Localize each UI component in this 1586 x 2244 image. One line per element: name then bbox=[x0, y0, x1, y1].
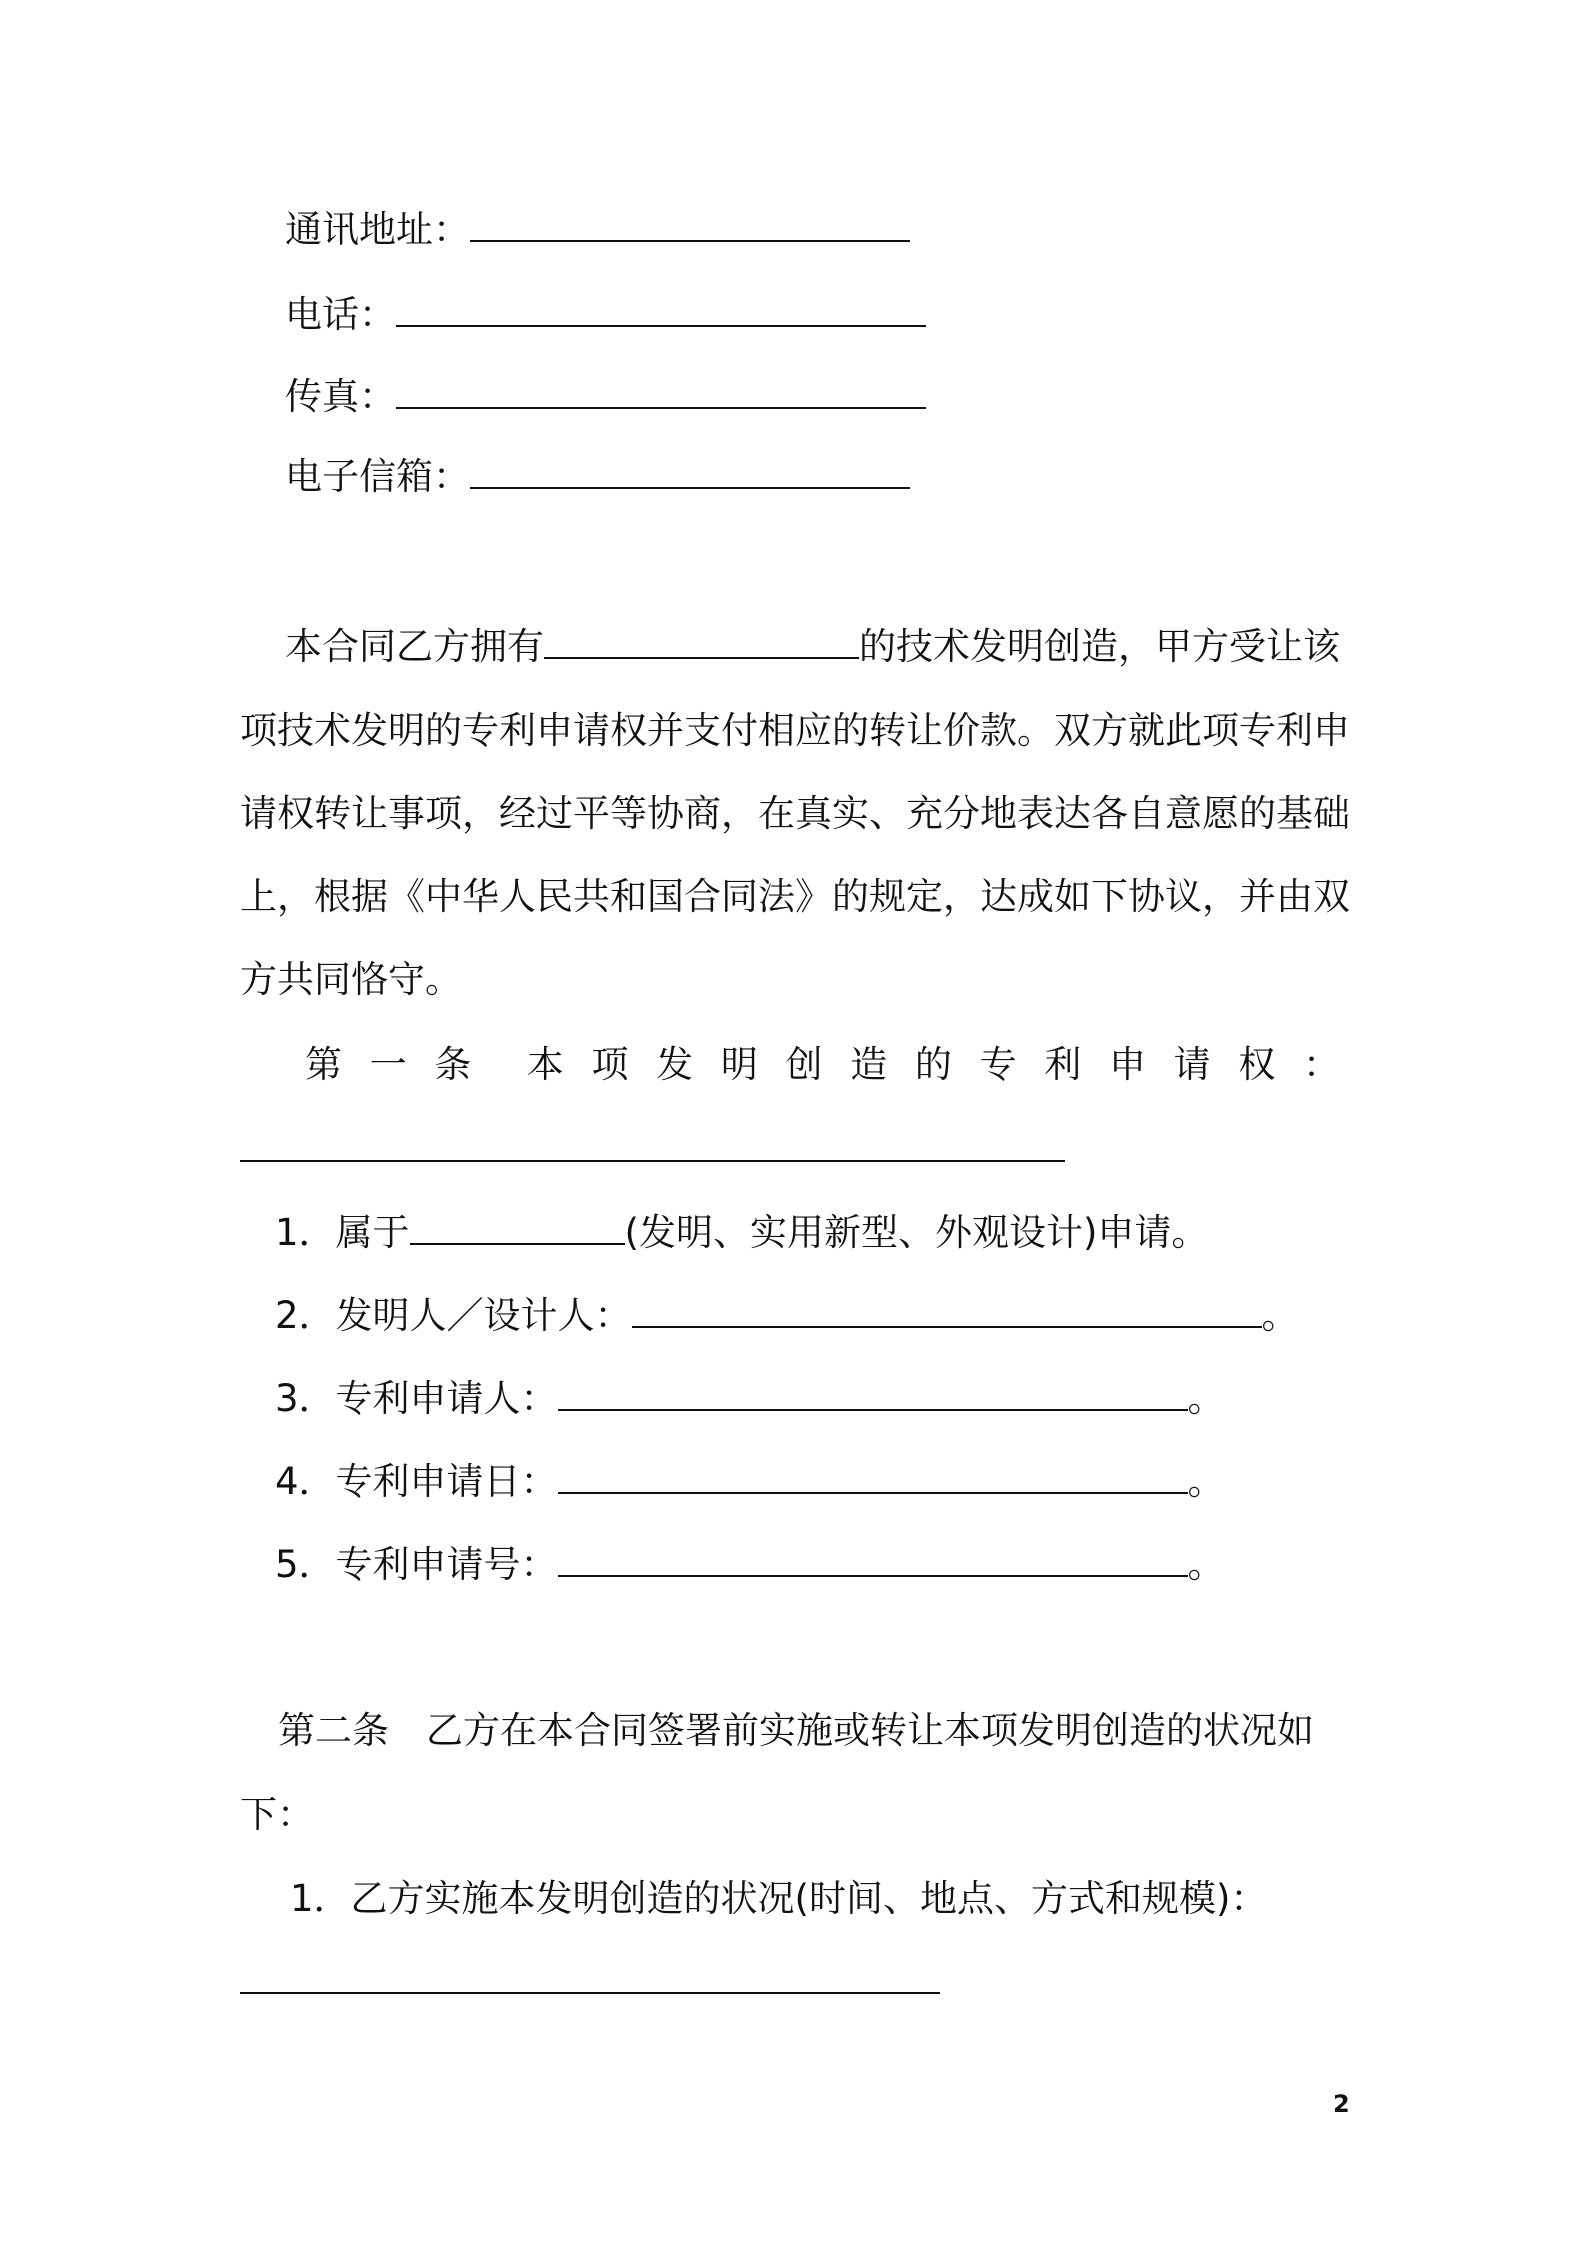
item-number: 2． bbox=[275, 1294, 336, 1337]
phone-line bbox=[285, 290, 926, 340]
item-number: 3． bbox=[275, 1377, 336, 1420]
item-label: 属于 bbox=[335, 1211, 410, 1254]
application-date-field[interactable] bbox=[558, 1458, 1188, 1494]
intro-line-1 bbox=[285, 622, 1340, 672]
intro-line-4: 上，根据《中华人民共和国合同法》的规定，达成如下协议，并由双 bbox=[240, 875, 1350, 918]
implementation-status-field[interactable] bbox=[240, 1958, 940, 1994]
heading-char: 利 bbox=[1044, 1043, 1082, 1086]
address-label: 通讯地址： bbox=[285, 208, 470, 251]
heading-char: 条 bbox=[434, 1043, 472, 1086]
phone-field[interactable] bbox=[396, 291, 926, 327]
address-line bbox=[285, 205, 910, 255]
heading-char: ： bbox=[1303, 1043, 1340, 1086]
heading-char: 专 bbox=[979, 1043, 1017, 1086]
fax-label: 传真： bbox=[285, 375, 396, 418]
patent-right-field[interactable] bbox=[240, 1126, 1065, 1162]
item-suffix: 。 bbox=[1187, 1377, 1225, 1420]
email-line bbox=[285, 452, 910, 502]
item-suffix: 。 bbox=[1187, 1543, 1225, 1586]
email-label: 电子信箱： bbox=[285, 455, 470, 498]
item-label: 专利申请日： bbox=[335, 1460, 558, 1503]
fax-field[interactable] bbox=[396, 373, 926, 409]
article1-item-1 bbox=[275, 1208, 1208, 1258]
heading-char: 创 bbox=[785, 1043, 823, 1086]
heading-char: 的 bbox=[914, 1043, 952, 1086]
article1-item-4 bbox=[275, 1457, 1225, 1507]
article1-item-5 bbox=[275, 1540, 1225, 1590]
article2-item-1: 1．乙方实施本发明创造的状况(时间、地点、方式和规模)： bbox=[290, 1877, 1268, 1920]
intro-text-b: 的技术发明创造，甲方受让该 bbox=[859, 625, 1340, 668]
heading-char: 一 bbox=[369, 1043, 407, 1086]
heading-char: 权 bbox=[1238, 1043, 1276, 1086]
patent-type-field[interactable] bbox=[410, 1209, 625, 1245]
heading-char: 项 bbox=[591, 1043, 629, 1086]
article1-item-2 bbox=[275, 1291, 1299, 1341]
article2-line-2: 下： bbox=[240, 1793, 314, 1836]
inventor-field[interactable] bbox=[632, 1292, 1262, 1328]
article1-item-3 bbox=[275, 1374, 1225, 1424]
heading-char: 请 bbox=[1173, 1043, 1211, 1086]
heading-char: 第 bbox=[305, 1043, 342, 1086]
item-suffix: 。 bbox=[1261, 1294, 1299, 1337]
heading-char: 发 bbox=[656, 1043, 694, 1086]
item-number: 1． bbox=[275, 1211, 336, 1254]
address-field[interactable] bbox=[470, 206, 910, 242]
heading-char: 造 bbox=[850, 1043, 888, 1086]
heading-char: 明 bbox=[720, 1043, 758, 1086]
intro-text-a: 本合同乙方拥有 bbox=[285, 625, 544, 668]
heading-char: 申 bbox=[1108, 1043, 1146, 1086]
item-label: 专利申请人： bbox=[335, 1377, 558, 1420]
invention-name-field[interactable] bbox=[544, 623, 859, 659]
intro-line-3: 请权转让事项，经过平等协商，在真实、充分地表达各自意愿的基础 bbox=[240, 792, 1350, 835]
item-suffix: (发明、实用新型、外观设计)申请。 bbox=[624, 1211, 1209, 1254]
article2-line-1: 第二条 乙方在本合同签署前实施或转让本项发明创造的状况如 bbox=[278, 1709, 1314, 1752]
intro-line-2: 项技术发明的专利申请权并支付相应的转让价款。双方就此项专利申 bbox=[240, 709, 1350, 752]
article1-heading bbox=[305, 1040, 1340, 1090]
item-label: 发明人／设计人： bbox=[335, 1294, 632, 1337]
intro-line-5: 方共同恪守。 bbox=[240, 958, 462, 1001]
item-label: 专利申请号： bbox=[335, 1543, 558, 1586]
item-suffix: 。 bbox=[1187, 1460, 1225, 1503]
item-number: 4． bbox=[275, 1460, 336, 1503]
article2-item1-answer-line bbox=[240, 1957, 940, 2007]
page-number: 2 bbox=[1333, 2090, 1350, 2118]
article1-subject-line bbox=[240, 1125, 1065, 1175]
heading-char: 本 bbox=[526, 1043, 564, 1086]
application-number-field[interactable] bbox=[558, 1541, 1188, 1577]
phone-label: 电话： bbox=[285, 293, 396, 336]
fax-line bbox=[285, 372, 926, 422]
item-number: 5． bbox=[275, 1543, 336, 1586]
email-field[interactable] bbox=[470, 453, 910, 489]
applicant-field[interactable] bbox=[558, 1375, 1188, 1411]
